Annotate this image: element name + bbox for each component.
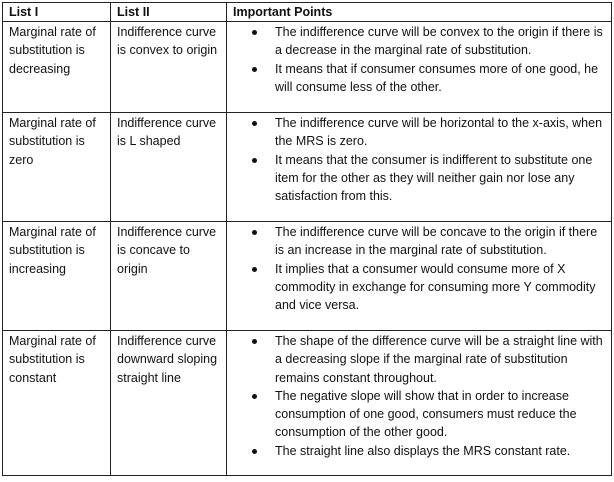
list1-cell: Marginal rate of substitution is zero	[3, 113, 111, 222]
list1-cell: Marginal rate of substitution is increasing	[3, 222, 111, 331]
header-list-1: List I	[3, 3, 111, 22]
point-item: It implies that a consumer would consume more of X commodity in exchange for consuming more Y commodity and vice versa.	[233, 260, 605, 315]
list2-cell: Indifference curve downward sloping straight line	[111, 331, 227, 476]
table-row	[3, 331, 612, 476]
table-row	[3, 113, 612, 222]
header-important-points: Important Points	[227, 3, 612, 22]
points-list	[233, 223, 605, 314]
table-row	[3, 222, 612, 331]
point-item: The indifference curve will be convex to the origin if there is a decrease in the marginal rate of substitution.	[233, 23, 605, 60]
point-item: The negative slope will show that in order to increase consumption of one good, consumers must reduce the consumption of the other good.	[233, 387, 605, 442]
list2-cell: Indifference curve is L shaped	[111, 113, 227, 222]
header-list-2: List II	[111, 3, 227, 22]
list1-cell: Marginal rate of substitution is constant	[3, 331, 111, 476]
point-item: The shape of the difference curve will be a straight line with a decreasing slope if the marginal rate of substitution remains constant throughout.	[233, 332, 605, 387]
point-item: It means that the consumer is indifferent to substitute one item for the other as they will neither gain nor lose any satisfaction from this.	[233, 151, 605, 206]
points-list	[233, 332, 605, 460]
points-list	[233, 23, 605, 96]
points-cell	[227, 331, 612, 476]
list2-cell: Indifference curve is concave to origin	[111, 222, 227, 331]
points-cell	[227, 222, 612, 331]
table-row	[3, 22, 612, 113]
table-header-row	[3, 3, 612, 22]
point-item: It means that if consumer consumes more of one good, he will consume less of the other.	[233, 60, 605, 97]
list2-cell: Indifference curve is convex to origin	[111, 22, 227, 113]
points-cell	[227, 113, 612, 222]
list1-cell: Marginal rate of substitution is decreasing	[3, 22, 111, 113]
point-item: The indifference curve will be concave to the origin if there is an increase in the marginal rate of substitution.	[233, 223, 605, 260]
point-item: The indifference curve will be horizontal to the x-axis, when the MRS is zero.	[233, 114, 605, 151]
comparison-table	[2, 2, 612, 476]
point-item: The straight line also displays the MRS constant rate.	[233, 442, 605, 460]
points-cell	[227, 22, 612, 113]
points-list	[233, 114, 605, 205]
